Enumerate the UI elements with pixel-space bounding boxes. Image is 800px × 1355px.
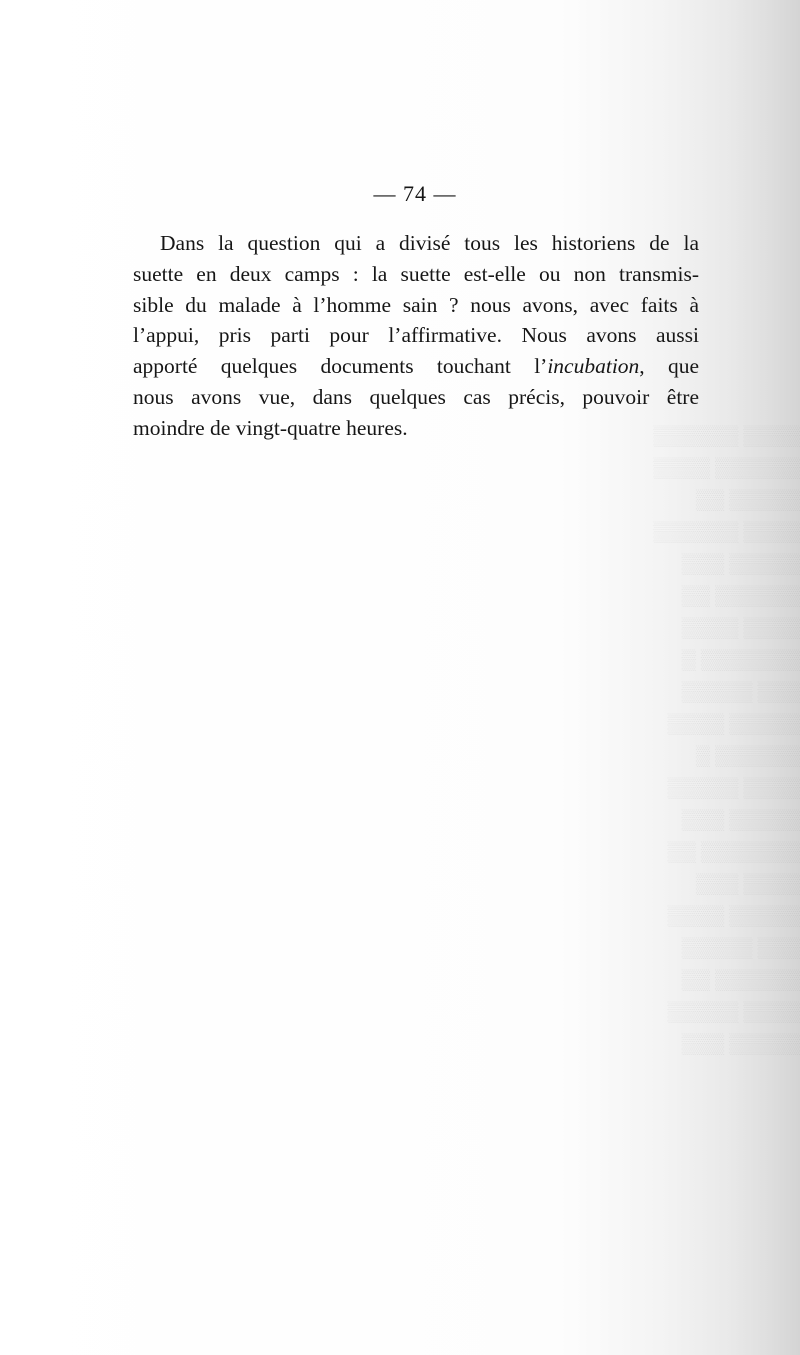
- page-number: [0, 181, 800, 207]
- page-number-text: — 74 —: [373, 181, 457, 206]
- text-line-part: apporté quelques documents touchant l’: [133, 354, 548, 379]
- text-line: sible du malade à l’homme sain ? nous avons, avec faits à: [133, 292, 699, 317]
- text-line: suette en deux camps : la suette est-elle ou non transmis-: [133, 261, 699, 286]
- body-paragraph: [133, 228, 699, 444]
- italic-term: incubation: [547, 354, 640, 379]
- text-line: Dans la question qui a divisé tous les historiens de la: [160, 231, 699, 255]
- text-line: moindre de vingt-quatre heures.: [133, 415, 408, 440]
- text-line-part: , que: [639, 354, 699, 379]
- text-line: [133, 351, 699, 382]
- text-line: l’appui, pris parti pour l’affirmative. Nous avons aussi: [133, 323, 699, 348]
- bleed-through-texture: ▒▒▒▒ ▒▒▒▒▒▒ ▒▒▒▒▒▒ ▒▒▒▒ ▒▒▒▒▒ ▒▒ ▒▒▒▒ ▒▒▒▒▒▒ ▒▒▒▒▒ ▒▒▒ ▒▒▒▒▒▒ ▒▒ ▒▒▒▒ ▒▒▒▒ ▒▒▒▒▒▒▒ ▒ ▒▒▒ ▒▒▒▒▒ ▒▒▒▒▒ ▒▒▒▒ ▒▒▒▒▒▒ ▒ ▒▒▒▒ ▒▒▒▒▒ ▒▒▒▒▒ ▒▒▒ ▒▒▒▒▒▒▒ ▒▒ ▒▒▒▒ ▒▒▒ ▒▒▒▒▒ ▒▒▒▒ ▒▒▒ ▒▒▒▒▒ ▒▒▒▒▒▒ ▒▒ ▒▒▒▒ ▒▒▒▒▒ ▒▒▒▒▒ ▒▒▒: [653, 425, 800, 1055]
- text-line: nous avons vue, dans quelques cas précis, pouvoir être: [133, 384, 699, 409]
